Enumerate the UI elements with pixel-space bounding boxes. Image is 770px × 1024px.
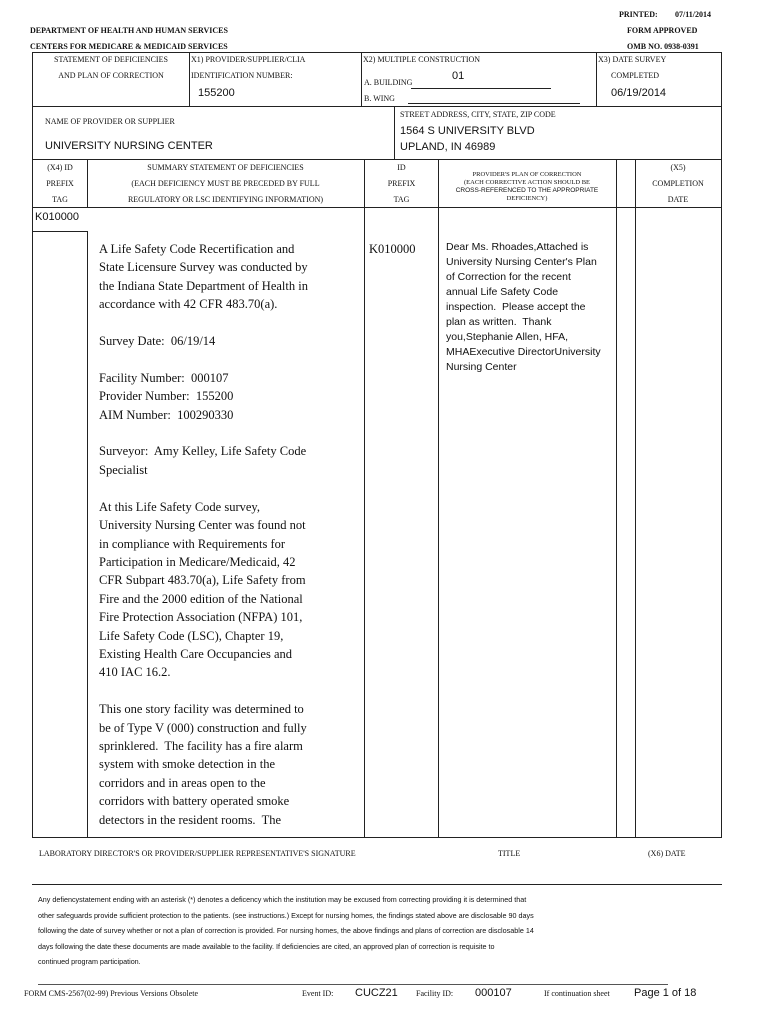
summary-line: sprinklered. The facility has a fire alarm: [99, 738, 303, 753]
summary-line: This one story facility was determined to: [99, 702, 304, 717]
summary-line: be of Type V (000) construction and fully: [99, 720, 307, 735]
x1-label: X1) PROVIDER/SUPPLIER/CLIA: [191, 55, 306, 64]
summary-line: Participation in Medicare/Medicaid, 42: [99, 554, 296, 569]
provider-number-value: 155200: [198, 87, 235, 99]
summary-line: [99, 479, 308, 497]
plan-header-3: CROSS-REFERENCED TO THE APPROPRIATE: [455, 187, 599, 194]
summary-header-1: SUMMARY STATEMENT OF DEFICIENCIES: [147, 163, 304, 172]
printed-label: PRINTED:: [619, 10, 658, 19]
disclaimer-line: Any defiencystatement ending with an asterisk (*) denotes a deficency which the institution may be excused from correcting providing it is determined that: [38, 895, 527, 904]
summary-line: Fire Protection Association (NFPA) 101,: [99, 610, 303, 625]
x4-header-1: (X4) ID: [47, 163, 73, 172]
summary-line: Surveyor: Amy Kelley, Life Safety Code: [99, 444, 307, 459]
omb-number: OMB NO. 0938-0391: [627, 42, 699, 51]
plan-line: Nursing Center: [446, 361, 517, 373]
statement-label-1: STATEMENT OF DEFICIENCIES: [54, 55, 168, 64]
x5-header-3: DATE: [667, 195, 689, 204]
x4-header-2: PREFIX: [46, 179, 74, 188]
summary-line: At this Life Safety Code survey,: [99, 499, 260, 514]
summary-line: [99, 424, 308, 442]
right-tag: K010000: [369, 242, 416, 256]
summary-line: corridors with battery operated smoke: [99, 794, 290, 809]
event-id-value: CUCZ21: [355, 987, 398, 999]
department-title: DEPARTMENT OF HEALTH AND HUMAN SERVICES: [30, 26, 228, 35]
x5-header-1: (X5): [670, 163, 686, 172]
address-label: STREET ADDRESS, CITY, STATE, ZIP CODE: [400, 110, 556, 119]
provider-name-label: NAME OF PROVIDER OR SUPPLIER: [45, 117, 175, 126]
summary-line: [99, 350, 308, 368]
plan-of-correction: [446, 240, 601, 375]
summary-line: corridors and in areas open to the: [99, 775, 266, 790]
facility-id-value: 000107: [475, 987, 512, 999]
summary-line: Life Safety Code (LSC), Chapter 19,: [99, 628, 284, 643]
printed-date: 07/11/2014: [675, 10, 712, 19]
summary-line: detectors in the resident rooms. The: [99, 812, 282, 827]
summary-line: University Nursing Center was found not: [99, 518, 306, 533]
plan-line: University Nursing Center's Plan: [446, 256, 597, 268]
summary-line: Existing Health Care Occupancies and: [99, 646, 292, 661]
signature-label: LABORATORY DIRECTOR'S OR PROVIDER/SUPPLIER REPRESENTATIVE'S SIGNATURE: [39, 849, 356, 858]
summary-line: AIM Number: 100290330: [99, 407, 234, 422]
id-header-2: PREFIX: [387, 179, 416, 188]
id-header-1: ID: [397, 163, 406, 172]
summary-line: A Life Safety Code Recertification and: [99, 242, 295, 256]
address-line-1: 1564 S UNIVERSITY BLVD: [400, 125, 535, 137]
summary-line: Provider Number: 155200: [99, 389, 234, 404]
plan-line: Dear Ms. Rhoades,Attached is: [446, 241, 589, 253]
summary-line: system with smoke detection in the: [99, 757, 276, 772]
plan-line: you,Stephanie Allen, HFA,: [446, 331, 568, 343]
summary-line: accordance with 42 CFR 483.70(a).: [99, 297, 278, 312]
disclaimer-line: following the date of survey whether or not a plan of correction is provided. For nursing homes, the above findings and plans of correction are disclosable 14: [38, 926, 534, 935]
summary-header-2: (EACH DEFICIENCY MUST BE PRECEDED BY FULL: [131, 179, 320, 188]
event-id-label: Event ID:: [302, 989, 334, 998]
continuation-label: If continuation sheet: [544, 989, 610, 998]
x3-label-2: COMPLETED: [611, 71, 659, 80]
summary-line: [99, 314, 308, 332]
summary-line: Survey Date: 06/19/14: [99, 334, 216, 349]
plan-header-2: (EACH CORRECTIVE ACTION SHOULD BE: [463, 179, 591, 186]
facility-id-label: Facility ID:: [416, 989, 454, 998]
disclaimer-line: continued program participation.: [38, 957, 141, 966]
summary-line: in compliance with Requirements for: [99, 536, 286, 551]
summary-statement: [99, 240, 308, 829]
plan-header-4: DEFICIENCY): [506, 195, 548, 202]
plan-line: annual Life Safety Code: [446, 286, 559, 298]
summary-line: State Licensure Survey was conducted by: [99, 260, 308, 275]
disclaimer-line: other safeguards provide sufficient protection to the patients. (see instructions.) Except for nursing homes, the findings stated above are disclosable 90 days: [38, 910, 534, 920]
x6-date-label: (X6) DATE: [648, 849, 686, 858]
form-approved: FORM APPROVED: [627, 26, 698, 35]
summary-line: Specialist: [99, 462, 148, 477]
x2-label: X2) MULTIPLE CONSTRUCTION: [363, 55, 481, 64]
summary-line: the Indiana State Department of Health in: [99, 278, 308, 293]
summary-line: Facility Number: 000107: [99, 370, 229, 385]
summary-line: 410 IAC 16.2.: [99, 665, 171, 680]
disclaimer-line: days following the date these documents are made available to the facility. If deficiencies are cited, an approved plan of correction is requisite to: [38, 941, 495, 951]
plan-line: plan as written. Thank: [446, 316, 552, 328]
wing-label: B. WING: [364, 94, 395, 103]
statement-label-2: AND PLAN OF CORRECTION: [58, 71, 164, 80]
form-number: FORM CMS-2567(02-99) Previous Versions Obsolete: [24, 989, 199, 998]
address-line-2: UPLAND, IN 46989: [400, 141, 496, 153]
left-tag: K010000: [35, 211, 80, 223]
survey-date-value: 06/19/2014: [611, 87, 667, 99]
plan-header-1: PROVIDER'S PLAN OF CORRECTION: [472, 171, 582, 178]
building-value: 01: [452, 70, 465, 82]
building-label: A. BUILDING: [364, 78, 413, 87]
x1-label-2: IDENTIFICATION NUMBER:: [191, 71, 293, 80]
plan-line: inspection. Please accept the: [446, 301, 586, 313]
summary-line: Fire and the 2000 edition of the National: [99, 591, 303, 606]
disclaimer: [38, 892, 534, 970]
x4-header-3: TAG: [52, 195, 68, 204]
provider-name-value: UNIVERSITY NURSING CENTER: [45, 140, 213, 152]
plan-line: MHAExecutive DirectorUniversity: [446, 346, 601, 358]
x3-label: X3) DATE SURVEY: [598, 55, 667, 64]
x5-header-2: COMPLETION: [652, 179, 704, 188]
summary-header-3: REGULATORY OR LSC IDENTIFYING INFORMATION): [127, 195, 324, 204]
plan-line: of Correction for the recent: [446, 271, 571, 283]
id-header-3: TAG: [393, 195, 410, 204]
summary-line: [99, 682, 308, 700]
summary-line: CFR Subpart 483.70(a), Life Safety from: [99, 573, 306, 588]
centers-title: CENTERS FOR MEDICARE & MEDICAID SERVICES: [30, 42, 228, 51]
title-label: TITLE: [498, 849, 521, 858]
page-number: Page 1 of 18: [634, 987, 697, 999]
